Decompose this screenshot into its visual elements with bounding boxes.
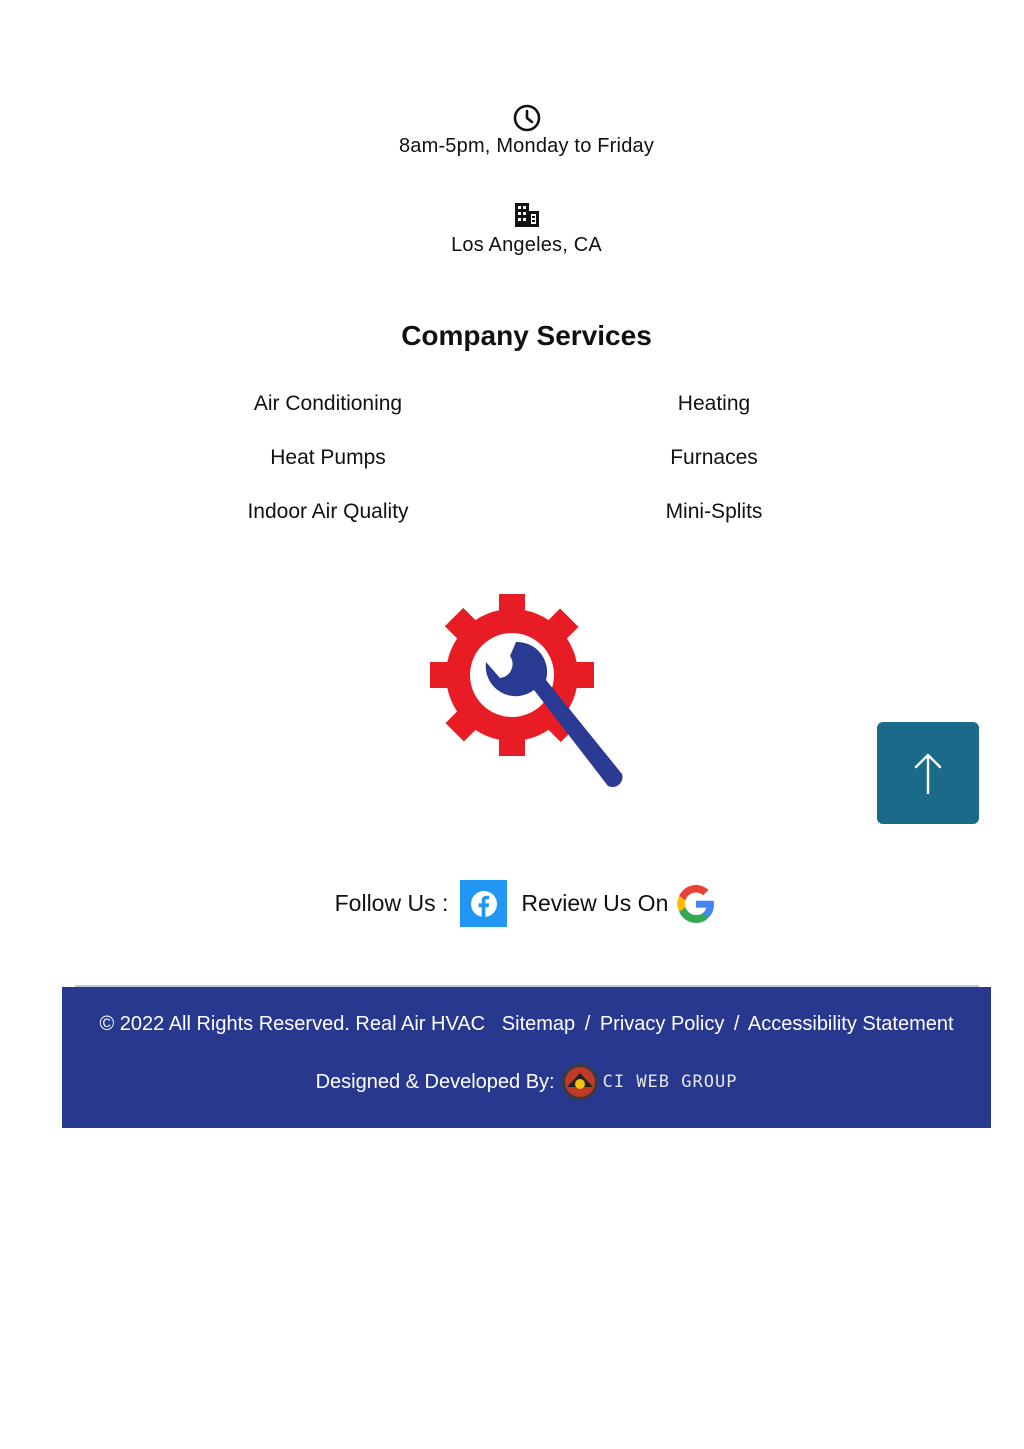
accessibility-statement-link[interactable]: Accessibility Statement — [747, 1013, 954, 1035]
follow-us-label: Follow Us : — [334, 890, 449, 916]
gear-wrench-logo[interactable] — [426, 590, 630, 802]
business-hours: 8am-5pm, Monday to Friday — [398, 135, 655, 157]
ci-web-group-badge-icon[interactable] — [561, 1063, 599, 1101]
link-separator: / — [584, 1013, 591, 1035]
review-us-label[interactable]: Review Us On — [521, 890, 669, 916]
clock-icon — [512, 103, 542, 133]
facebook-icon — [470, 890, 498, 918]
scroll-to-top-button[interactable] — [877, 722, 979, 824]
ci-web-group-wordmark[interactable]: CI WEB GROUP — [602, 1072, 738, 1092]
arrow-up-icon — [911, 751, 945, 795]
designed-by-label: Designed & Developed By: — [315, 1070, 555, 1093]
service-link-mini-splits[interactable]: Mini-Splits — [665, 500, 763, 523]
link-separator: / — [733, 1013, 740, 1035]
facebook-button[interactable] — [460, 880, 507, 927]
service-link-heat-pumps[interactable]: Heat Pumps — [270, 446, 386, 469]
service-link-indoor-air-quality[interactable]: Indoor Air Quality — [247, 500, 409, 523]
business-location: Los Angeles, CA — [451, 234, 602, 256]
google-icon[interactable] — [674, 882, 718, 926]
copyright-text: © 2022 All Rights Reserved. Real Air HVAC — [99, 1013, 486, 1035]
social-row — [0, 880, 1024, 927]
site-footer — [62, 987, 991, 1128]
footer-credit-row — [62, 1063, 991, 1101]
building-icon — [512, 200, 542, 230]
privacy-policy-link[interactable]: Privacy Policy — [599, 1013, 725, 1035]
hours-block — [0, 103, 1024, 158]
service-link-furnaces[interactable]: Furnaces — [670, 446, 758, 469]
services-title: Company Services — [401, 320, 652, 351]
footer-legal-row — [62, 1013, 991, 1036]
sitemap-link[interactable]: Sitemap — [501, 1013, 576, 1035]
service-link-heating[interactable]: Heating — [677, 392, 751, 415]
location-block — [0, 200, 1024, 257]
service-link-air-conditioning[interactable]: Air Conditioning — [253, 392, 403, 415]
